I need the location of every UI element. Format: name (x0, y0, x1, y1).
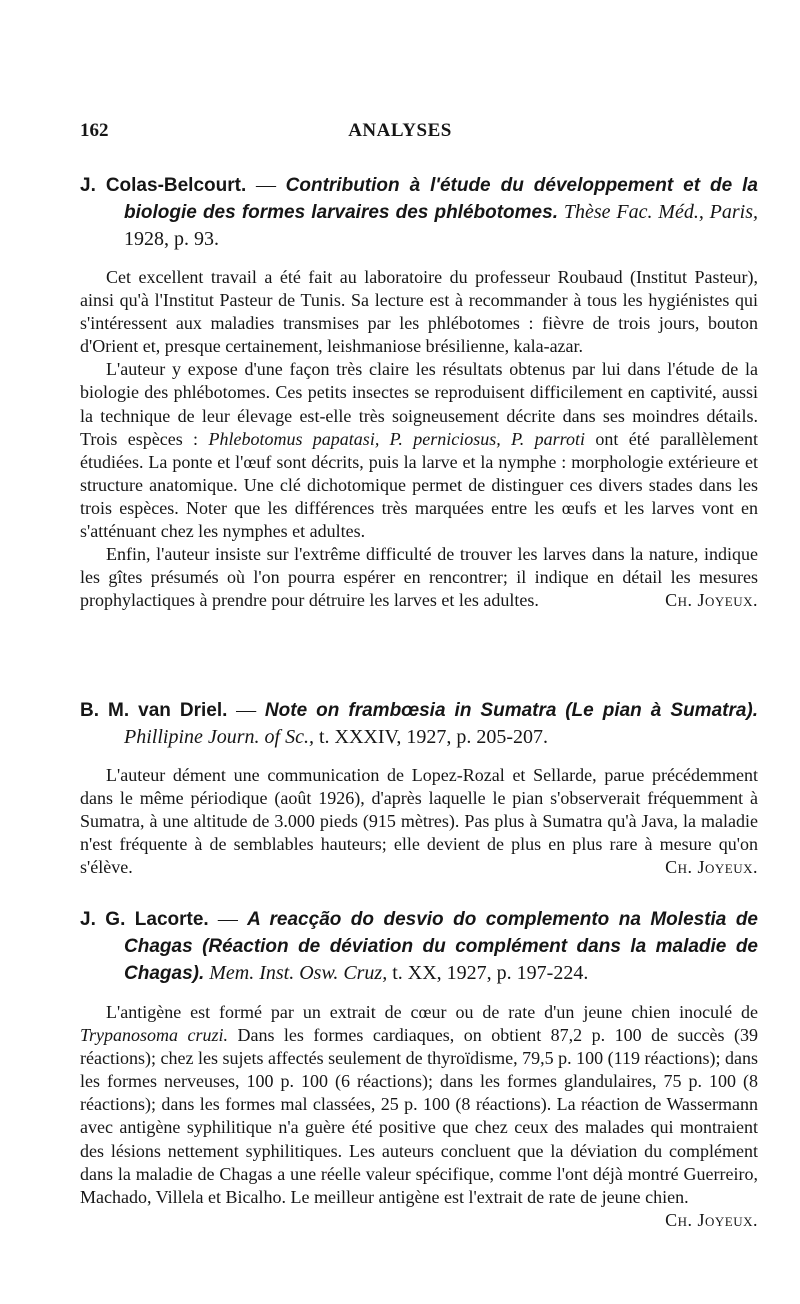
running-head: ANALYSES (348, 120, 452, 141)
paragraph-text: L'antigène est formé par un extrait de cœur ou de rate d'un jeune chien inoculé de (106, 1002, 758, 1022)
author-name: J. G. Lacorte. (80, 909, 209, 930)
page-number: 162 (80, 120, 109, 141)
separator-dash: — (217, 908, 238, 930)
article-title: Note on frambœsia in Sumatra (264, 700, 557, 721)
paragraph-text: Dans les formes cardiaques, on obtient 87,2 p. 100 de succès (39 réactions); chez les sujets affectés seulement de thyroïdisme, 79,5 p. 100 (119 réactions); dans les formes nerveuses, 100 p. 100 (6 réactions); dans les formes glandulaires, 75 p. 100 (8 réactions); dans les formes mal classées, 25 p. 100 (8 réactions). La réaction de Wassermann avec antigène syphilitique n'a guère été positive que chez ceux des malades qui montraient des lésions nettement syphilitiques. Les auteurs concluent que la déviation du complément dans la maladie de Chagas a une réelle valeur spécifique, comme l'ont déjà montré Guerreiro, Machado, Villela et Bicalho. Le meilleur antigène est l'extrait de rate de jeune chien. (80, 1025, 758, 1207)
paragraph-text: L'auteur dément une communication de Lopez-Rozal et Sellarde, parue précédemment dans le même périodique (août 1926), d'après laquelle le pian s'observerait fréquemment à Sumatra, à une altitude de 3.000 pieds (915 mètres). Pas plus à Sumatra qu'à Java, la maladie n'est fréquente à de semblables hauteurs; elle devient de plus en plus rare à mesure qu'on s'élève. (80, 765, 758, 878)
review-entry-lacorte (80, 906, 758, 1232)
bibliographic-reference (80, 906, 758, 987)
source-details: t. XX, 1927, p. 197-224. (392, 962, 589, 984)
article-title: A reacção do desvio do complemento na Molestia de Chagas (Réaction de déviation du complément dans la maladie de Chagas). (124, 909, 758, 984)
source-journal: Thèse Fac. Méd., Paris, (563, 201, 759, 223)
review-body (80, 1001, 758, 1230)
source-details: 1928, p. 93. (124, 228, 219, 250)
review-body (80, 764, 758, 879)
review-paragraph (80, 764, 758, 879)
source-details: t. XXXIV, 1927, p. 205-207. (318, 726, 549, 748)
separator-dash: — (236, 699, 257, 721)
review-entry-colas-belcourt (80, 172, 758, 612)
review-entry-van-driel (80, 697, 758, 879)
reviewer-signature: Ch. Joyeux. (665, 1209, 758, 1230)
paragraph-text: L'auteur y expose d'une façon très claire les résultats obtenus par lui dans l'étude de la biologie des phlébotomes. Ces petits insectes se reproduisent difficilement en captivité, aussi la technique de leur élevage est-elle très soigneusement décrite dans ses moindres détails. Trois espèces : (80, 359, 758, 449)
author-name: J. Colas-Belcourt. (80, 175, 247, 196)
source-journal: Mem. Inst. Osw. Cruz, (209, 962, 388, 984)
article-title-translation: (Le pian à Sumatra). (565, 700, 759, 721)
species-names: Phlebotomus papatasi, P. perniciosus, P. parroti (208, 428, 585, 449)
review-paragraph (80, 1001, 758, 1230)
reviewer-signature: Ch. Joyeux. (665, 857, 758, 878)
article-title: Contribution à l'étude du développement et de la biologie des formes larvaires des phlébotomes. (124, 175, 758, 223)
bibliographic-reference (80, 697, 758, 750)
paragraph-text: Enfin, l'auteur insiste sur l'extrême difficulté de trouver les larves dans la nature, indique les gîtes présumés où l'on pourra espérer en rencontrer; il indique en détail les mesures prophylactiques à prendre pour détruire les larves et les adultes. (80, 544, 758, 611)
bibliographic-reference (80, 172, 758, 252)
review-paragraph (80, 543, 758, 612)
review-paragraph: Cet excellent travail a été fait au laboratoire du professeur Roubaud (Institut Pasteur), ainsi qu'à l'Institut Pasteur de Tunis. Sa lecture est à recommander à tous les hygiénistes qui s'intéressent aux maladies transmises par les phlébotomes : fièvre de trois jours, bouton d'Orient et, presque certainement, leishmaniose brésilienne, kala-azar. (80, 267, 758, 357)
source-journal: Phillipine Journ. of Sc., (124, 726, 314, 748)
review-body (80, 266, 758, 612)
author-name: B. M. van Driel. (80, 700, 228, 721)
paragraph-text: ont été parallèlement étudiées. La ponte et l'œuf sont décrits, puis la larve et la nymphe : morphologie extérieure et structure anatomique. Une clé dichotomique permet de distinguer ces divers stades dans les trois espèces. Noter que les différences très marquées entre les œufs et les larves vont en s'atténuant chez les nymphes et adultes. (80, 428, 759, 542)
separator-dash: — (255, 174, 276, 196)
reviewer-signature: Ch. Joyeux. (665, 590, 758, 611)
review-paragraph (80, 358, 758, 543)
species-name: Trypanosoma cruzi. (80, 1025, 228, 1046)
